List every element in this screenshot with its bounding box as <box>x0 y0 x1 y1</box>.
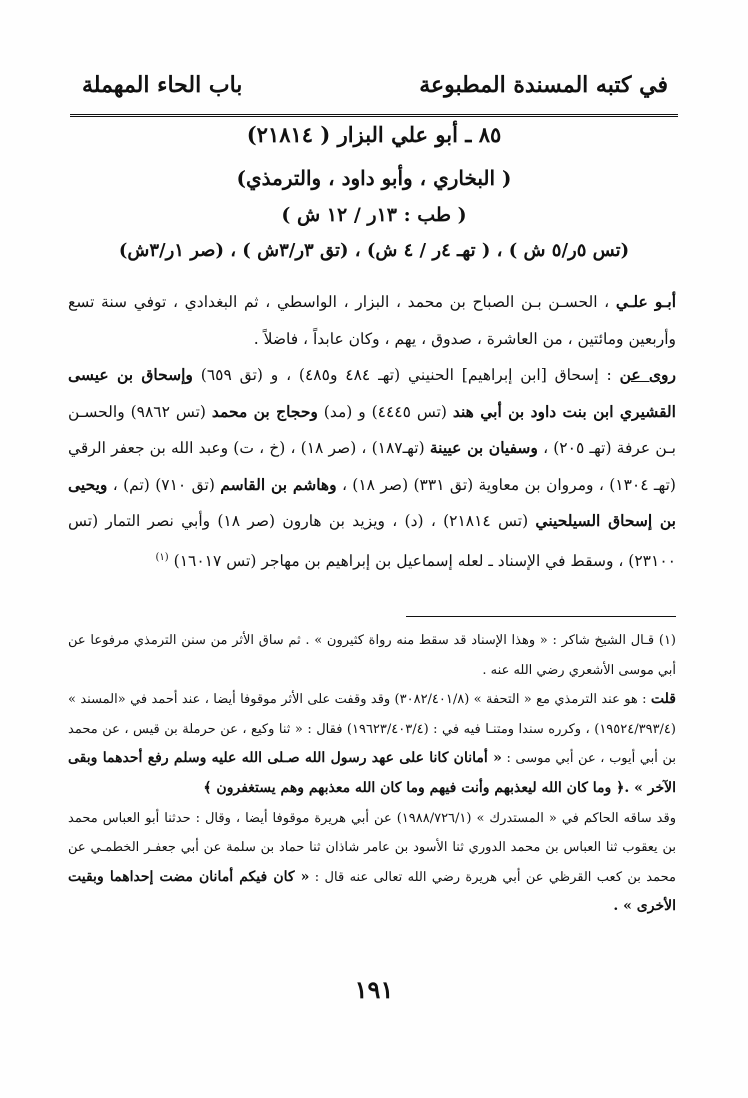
footnote-3-quote: « كان فيكم أمانان مضت إحداهما وبقيت الأخرى » . <box>68 868 676 915</box>
biography-paragraph <box>68 284 676 357</box>
running-header-title: في كتبه المسندة المطبوعة <box>419 72 668 98</box>
narrator-name: وحجاج بن محمد <box>211 401 318 421</box>
narrators-segment: (تس ٩٨٦٢) والحسـن بـن عرفة (تهـ ٢٠٥) ، <box>68 402 676 457</box>
header-divider <box>70 114 678 117</box>
footnote-3-text: وقد ساقه الحاكم في « المستدرك » (١٩٨٨/٧٢٦/١) عن أبي هريرة موقوفا أيضا ، وقال : حدثنا أبو العباس محمد بن يعقوب ثنا العباس بن محمد الدوري ثنا الأسود بن عامر شاذان ثنا حماد بن سلمة عن أبي جعفـر الخطمـي عن محمد بن كعب القرظي عن أبي هريرة رضي الله تعالى عنه قال : <box>68 810 676 885</box>
footnote-2 <box>68 685 676 803</box>
narrators-segment: (تهـ١٨٧) ، (صر ١٨) ، (خ ، ت) وعبد الله بن جعفر الرقي (تهـ ١٣٠٤) ، ومروان بن معاوية (تق ٣٣١) (صر ١٨) ، <box>68 439 676 494</box>
footnotes <box>68 626 676 922</box>
narrator-name: ويحيى بن إسحاق السيلحيني <box>68 474 676 530</box>
narrators-segment: (تس ٤٤٤٥) و (مد) <box>323 402 447 421</box>
footnote-3 <box>68 804 676 922</box>
biography-name: أبـو علـي <box>615 292 676 311</box>
footnote-2-quote: « أمانان كانا على عهد رسول الله صـلى الله عليه وسلم رفع أحدهما وبقى الآخر » .﴿ وما كان الله ليعذبهم وأنت فيهم وما كان الله معذبهم وهم يستغفرون ﴾ <box>68 750 676 796</box>
narrators-paragraph <box>68 357 676 579</box>
footnote-2-text: : هو عند الترمذي مع « التحفة » (٣٠٨٢/٤٠١/٨) وقد وقفت على الأثر موقوفا أيضا ، عند أحمد في «المسند » (١٩٥٢٤/٣٩٣/٤) ، وكرره سندا ومتنـا فيه في : (١٩٦٢٣/٤٠٣/٤) فقال : « ثنا وكيع ، عن حرملة بن قيس ، عن محمد بن أبي أيوب ، عن أبي موسى : <box>68 692 676 767</box>
biography-text: ، الحسـن بـن الصباح بن محمد ، البزار ، الواسطي ، ثم البغدادي ، توفي سنة تسع وأربعين ومائتين ، من العاشرة ، صدوق ، يهم ، وكان عابداً ، فاضلاً . <box>68 293 676 348</box>
entry-body <box>68 284 676 579</box>
footnote-divider <box>406 616 676 617</box>
narrator-name: وهاشم بن القاسم <box>220 474 337 494</box>
footnote-marker: (١) <box>155 551 169 563</box>
entry-title: ٨٥ ـ أبو علي البزار ( ٢١٨١٤) <box>246 122 502 147</box>
footnote-1: (١) قـال الشيخ شاكر : « وهذا الإسناد قد سقط منه رواة كثيرون » . ثم ساق الأثر من سنن الترمذي مرفوعا عن أبي موسى الأشعري رضي الله عنه . <box>68 633 676 678</box>
narrators-segment: (تق ٧١٠) (تم) ، <box>112 475 215 494</box>
narrators-segment: (تس ٢١٨١٤) ، (د) ، ويزيد بن هارون (صر ١٨) وأبي نصر التمار (تس ٢٣١٠٠) ، وسقط في الإسناد ـ لعله إسماعيل بن إبراهيم بن مهاجر (تس ١٦٠١٧) <box>68 512 676 570</box>
entry-refs-primary: ( طب : ١٣ر / ١٢ ش ) <box>281 204 467 226</box>
narrators-label: روى عن <box>619 365 677 384</box>
entry-books: ( البخاري ، وأبو داود ، والترمذي) <box>236 166 512 190</box>
footnote-comment-label: قلت <box>650 691 676 708</box>
entry-refs-secondary: (تس ٥ر/٥ ش ) ، ( تهـ ٤ر / ٤ ش) ، (تق ٣ر/٣ش ) ، (صر ١ر/٣ش) <box>118 240 630 261</box>
narrator-name: وسفيان بن عيينة <box>429 438 538 457</box>
narrators-segment: : إسحاق [ابن إبراهيم] الحنيني (تهـ ٤٨٤ و٤٨٥) ، و (تق ٦٥٩) <box>200 366 612 384</box>
running-header-chapter: باب الحاء المهملة <box>82 72 243 98</box>
narrator-name: وإسحاق بن عيسى القشيري ابن بنت داود بن أبي هند <box>68 365 676 421</box>
page-number: ١٩١ <box>354 975 394 1004</box>
